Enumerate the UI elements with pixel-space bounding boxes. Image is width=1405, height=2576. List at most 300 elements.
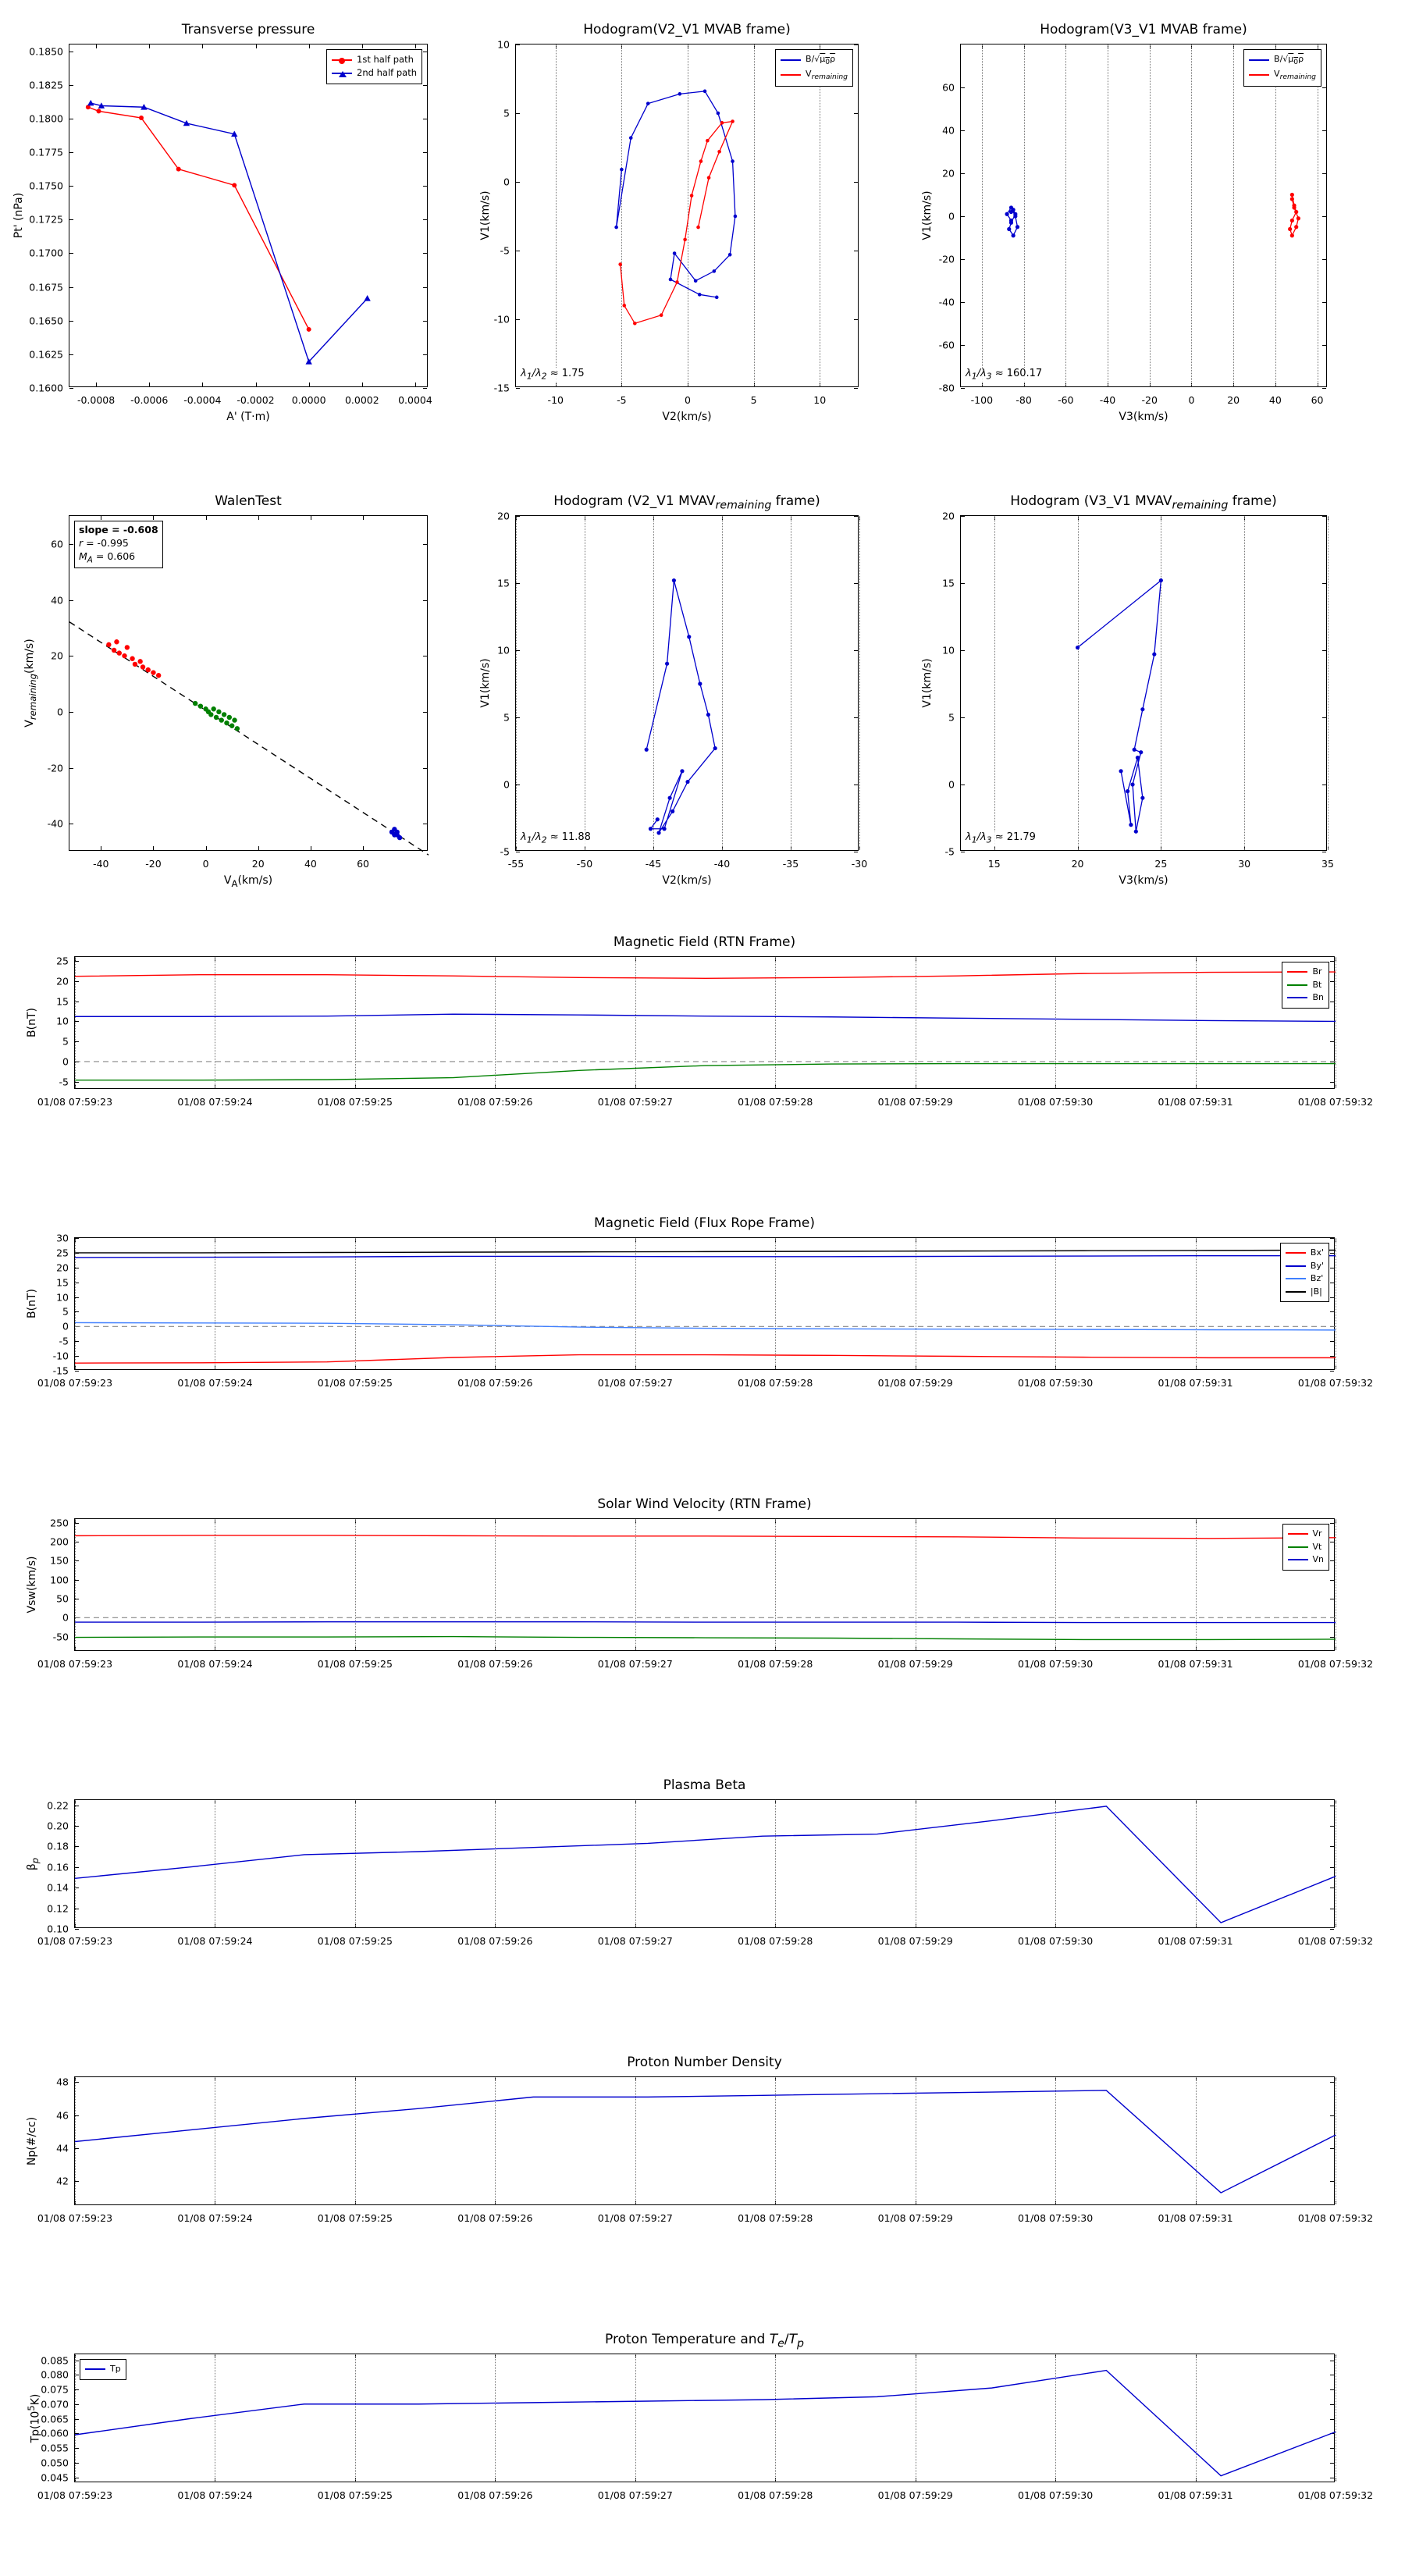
data-point bbox=[703, 90, 707, 94]
y-tick-label: 0 bbox=[57, 706, 63, 718]
data-line bbox=[621, 122, 733, 324]
data-point bbox=[673, 251, 677, 255]
data-point bbox=[96, 109, 101, 113]
y-tick-label: 10 bbox=[56, 1015, 69, 1027]
legend-marker-icon bbox=[339, 58, 345, 64]
legend-item bbox=[1287, 991, 1324, 1005]
legend bbox=[326, 49, 422, 84]
hodogram-v3v1-mvab-axes bbox=[938, 44, 1327, 406]
x-tick-label: -45 bbox=[645, 858, 662, 870]
hodogram-v3v1-mvav-axes bbox=[942, 510, 1334, 870]
solar-wind-velocity-title: Solar Wind Velocity (RTN Frame) bbox=[597, 1496, 812, 1512]
legend-item bbox=[85, 2363, 121, 2376]
data-point bbox=[698, 293, 702, 297]
data-point bbox=[715, 296, 719, 300]
data-point bbox=[1007, 227, 1011, 231]
x-tick-label: -0.0004 bbox=[183, 394, 222, 406]
legend-item bbox=[1249, 53, 1316, 68]
plasma-beta-axes bbox=[37, 1799, 1374, 1947]
y-tick-label: 50 bbox=[56, 1592, 69, 1605]
x-tick-label: 01/08 07:59:25 bbox=[317, 1377, 393, 1389]
y-axis-label: $\beta_p$ bbox=[26, 1857, 41, 1870]
y-tick-label: 15 bbox=[942, 577, 955, 589]
y-tick-label: -60 bbox=[938, 339, 955, 351]
y-tick-label: 0 bbox=[503, 176, 510, 188]
hodogram-v2v1-mvav-title: Hodogram (V2_V1 $MVAV_{remaining}$ frame) bbox=[553, 493, 820, 512]
x-tick-label: -5 bbox=[617, 394, 627, 406]
legend bbox=[80, 2359, 126, 2380]
data-point bbox=[307, 327, 311, 332]
y-tick-label: 0.085 bbox=[41, 2354, 69, 2366]
data-point bbox=[229, 724, 234, 728]
y-tick-label: 0.1800 bbox=[29, 112, 63, 125]
y-tick-label: 44 bbox=[56, 2142, 69, 2154]
x-tick-label: 01/08 07:59:31 bbox=[1158, 2489, 1233, 2501]
data-point bbox=[656, 817, 660, 821]
legend-swatch-icon bbox=[1286, 1252, 1306, 1254]
data-point bbox=[222, 712, 226, 717]
data-point bbox=[699, 159, 703, 163]
data-point bbox=[665, 662, 669, 666]
x-tick-label: 20 bbox=[1071, 858, 1084, 870]
data-point bbox=[669, 278, 673, 282]
x-tick-label: -10 bbox=[547, 394, 564, 406]
data-point bbox=[1139, 750, 1143, 754]
y-tick-label: 25 bbox=[56, 1247, 69, 1259]
y-tick-label: -5 bbox=[59, 1335, 69, 1347]
data-point bbox=[698, 681, 702, 685]
y-tick-label: 0.1675 bbox=[29, 281, 63, 294]
data-point bbox=[227, 715, 232, 720]
legend-label: |B| bbox=[1310, 1286, 1322, 1297]
data-line bbox=[75, 1535, 1336, 1539]
x-tick-label: 01/08 07:59:30 bbox=[1018, 1658, 1094, 1670]
walen-fit-stats bbox=[74, 521, 163, 568]
data-line bbox=[75, 1355, 1336, 1364]
y-tick-label: -20 bbox=[938, 253, 955, 265]
y-tick-label: 200 bbox=[50, 1535, 69, 1548]
x-tick-label: 01/08 07:59:27 bbox=[597, 1935, 673, 1947]
x-tick-label: 15 bbox=[987, 858, 1001, 870]
legend-swatch-icon bbox=[1287, 984, 1307, 986]
magnetic-field-rtn-title: Magnetic Field (RTN Frame) bbox=[613, 934, 796, 950]
y-tickmark bbox=[423, 388, 427, 389]
y-tick-label: -15 bbox=[52, 1364, 69, 1377]
y-tick-label: 20 bbox=[942, 510, 955, 522]
legend-label: Bn bbox=[1312, 992, 1324, 1002]
data-point bbox=[395, 832, 400, 837]
data-point bbox=[690, 194, 694, 197]
x-tick-label: 01/08 07:59:29 bbox=[877, 1377, 953, 1389]
y-axis-label: Vsw(km/s) bbox=[26, 1556, 38, 1614]
proton-temperature-panel bbox=[26, 2327, 1374, 2518]
hodogram-v2v1-mvab-title: Hodogram(V2_V1 MVAB frame) bbox=[583, 22, 791, 37]
x-tick-label: -20 bbox=[145, 858, 162, 870]
plot-data-layer bbox=[516, 516, 859, 852]
data-point bbox=[1290, 233, 1294, 237]
data-line bbox=[646, 581, 715, 833]
x-tick-label: 10 bbox=[813, 394, 827, 406]
x-tick-label: 01/08 07:59:25 bbox=[317, 1658, 393, 1670]
y-tick-label: -5 bbox=[944, 845, 955, 858]
data-point bbox=[687, 635, 691, 639]
x-axis-label: V3(km/s) bbox=[1119, 411, 1168, 423]
legend-label: Bt bbox=[1312, 979, 1322, 990]
walen-test-title: WalenTest bbox=[215, 493, 282, 509]
data-line bbox=[75, 1622, 1336, 1623]
gridline bbox=[859, 516, 860, 850]
walen-r: r = -0.995 bbox=[79, 536, 129, 549]
data-point bbox=[122, 653, 126, 658]
y-tick-label: 20 bbox=[56, 975, 69, 987]
magnetic-field-fluxrope-axes bbox=[37, 1232, 1374, 1389]
y-tick-label: 15 bbox=[56, 995, 69, 1008]
y-tick-label: 0.1600 bbox=[29, 382, 63, 394]
x-tick-label: 60 bbox=[1311, 394, 1324, 406]
y-tick-label: 0.1625 bbox=[29, 348, 63, 361]
data-point bbox=[1013, 214, 1017, 218]
legend-item bbox=[332, 66, 417, 80]
data-point bbox=[620, 168, 624, 172]
y-tick-label: 0.22 bbox=[47, 1799, 69, 1812]
legend-item bbox=[1249, 68, 1316, 83]
data-point bbox=[670, 809, 674, 813]
x-tick-label: 01/08 07:59:29 bbox=[877, 1096, 953, 1108]
x-axis-label: $V_A(km/s)$ bbox=[223, 874, 273, 889]
y-tick-label: -10 bbox=[493, 313, 510, 326]
data-point bbox=[672, 578, 676, 582]
x-tick-label: 01/08 07:59:31 bbox=[1158, 1377, 1233, 1389]
data-point bbox=[656, 831, 660, 834]
x-tick-label: 01/08 07:59:26 bbox=[457, 2489, 533, 2501]
data-point bbox=[685, 780, 689, 784]
y-tick-label: 0 bbox=[948, 210, 955, 222]
y-axis-label: Pt' (nPa) bbox=[12, 192, 25, 239]
y-tick-label: 0 bbox=[62, 1611, 69, 1624]
x-tick-label: 01/08 07:59:29 bbox=[877, 1935, 953, 1947]
x-tick-label: 01/08 07:59:24 bbox=[177, 1935, 253, 1947]
legend-swatch-icon bbox=[85, 2368, 105, 2370]
legend bbox=[775, 49, 853, 87]
y-tickmark bbox=[75, 1929, 79, 1930]
y-tick-label: 60 bbox=[942, 81, 955, 94]
legend-label: Tp bbox=[110, 2364, 121, 2374]
y-tick-label: 0.18 bbox=[47, 1840, 69, 1852]
data-point bbox=[1129, 823, 1133, 827]
y-tick-label: 25 bbox=[56, 955, 69, 967]
data-point bbox=[232, 717, 237, 722]
y-tick-label: 250 bbox=[50, 1517, 69, 1529]
y-tick-label: -5 bbox=[59, 1076, 69, 1088]
data-point bbox=[117, 650, 122, 655]
x-tick-label: 40 bbox=[1268, 394, 1282, 406]
y-tick-label: 0.065 bbox=[41, 2413, 69, 2425]
x-tick-label: 0.0000 bbox=[291, 394, 326, 406]
hodogram-v3v1-mvav-title: Hodogram (V3_V1 $MVAV_{remaining}$ frame) bbox=[1010, 493, 1277, 512]
y-tick-label: 10 bbox=[497, 38, 510, 51]
y-tick-label: 0.10 bbox=[47, 1923, 69, 1935]
legend-swatch-icon bbox=[1287, 997, 1307, 998]
plot-data-layer bbox=[75, 957, 1336, 1090]
data-point bbox=[1290, 193, 1294, 197]
data-point bbox=[675, 280, 679, 284]
x-tick-label: 01/08 07:59:32 bbox=[1297, 2212, 1374, 2224]
y-axis-label: B(nT) bbox=[26, 1008, 38, 1037]
legend-swatch-icon bbox=[1249, 74, 1269, 76]
legend-item bbox=[332, 53, 417, 66]
y-tick-label: 0 bbox=[503, 778, 510, 791]
x-tick-label: 01/08 07:59:31 bbox=[1158, 1935, 1233, 1947]
data-point bbox=[1152, 653, 1156, 656]
y-axis-label: B(nT) bbox=[26, 1289, 38, 1318]
y-tick-label: 0 bbox=[62, 1055, 69, 1068]
legend-label: Bz' bbox=[1310, 1273, 1324, 1283]
x-tick-label: 01/08 07:59:32 bbox=[1297, 1377, 1374, 1389]
y-tick-label: 100 bbox=[50, 1574, 69, 1586]
y-tick-label: 5 bbox=[62, 1305, 69, 1318]
y-tick-label: 0.12 bbox=[47, 1902, 69, 1915]
x-tick-label: 01/08 07:59:32 bbox=[1297, 1935, 1374, 1947]
data-point bbox=[1292, 205, 1296, 209]
plot-data-layer bbox=[961, 44, 1328, 388]
y-tick-label: 20 bbox=[56, 1261, 69, 1274]
y-tickmark bbox=[75, 1371, 79, 1372]
x-tick-label: 01/08 07:59:24 bbox=[177, 1658, 253, 1670]
y-tickmark bbox=[1322, 388, 1326, 389]
x-tick-label: 40 bbox=[304, 858, 317, 870]
x-tick-label: 0.0004 bbox=[398, 394, 432, 406]
legend-item bbox=[781, 68, 848, 83]
data-point bbox=[706, 713, 710, 717]
x-tick-label: 01/08 07:59:28 bbox=[738, 2489, 813, 2501]
data-point bbox=[130, 656, 134, 661]
data-point bbox=[216, 710, 221, 714]
legend-label: $B/√\mu_0\rho$ bbox=[1274, 54, 1304, 67]
x-tick-label: 01/08 07:59:28 bbox=[738, 1935, 813, 1947]
magnetic-field-fluxrope-title: Magnetic Field (Flux Rope Frame) bbox=[594, 1215, 815, 1231]
data-point bbox=[646, 101, 650, 105]
y-tickmark bbox=[854, 388, 858, 389]
hodogram-v2v1-mvav-axes bbox=[497, 510, 868, 870]
x-tick-label: 01/08 07:59:30 bbox=[1018, 2489, 1094, 2501]
legend-item bbox=[1286, 1247, 1324, 1260]
data-line bbox=[75, 1806, 1336, 1923]
walen-ma: $M_A = 0.606$ bbox=[79, 550, 136, 565]
y-tick-label: -50 bbox=[52, 1631, 69, 1643]
data-point bbox=[114, 639, 119, 644]
plot-data-layer bbox=[75, 2077, 1336, 2206]
plasma-beta-panel bbox=[26, 1773, 1374, 1964]
data-point bbox=[146, 667, 151, 672]
legend-swatch-icon bbox=[332, 59, 352, 61]
data-point bbox=[1294, 210, 1298, 214]
data-point bbox=[235, 726, 240, 731]
legend-swatch-icon bbox=[1288, 1533, 1308, 1535]
x-tick-label: 01/08 07:59:27 bbox=[597, 2489, 673, 2501]
data-point bbox=[668, 796, 672, 800]
data-line bbox=[75, 2090, 1336, 2193]
y-tick-label: -80 bbox=[938, 382, 955, 394]
plot-data-layer bbox=[75, 2354, 1336, 2483]
data-line bbox=[88, 107, 309, 329]
y-tick-label: 0.045 bbox=[41, 2471, 69, 2483]
y-tick-label: -10 bbox=[52, 1350, 69, 1362]
data-point bbox=[1009, 219, 1013, 222]
data-point bbox=[139, 116, 144, 120]
x-tick-label: 01/08 07:59:23 bbox=[37, 2489, 113, 2501]
y-tick-label: 30 bbox=[56, 1232, 69, 1244]
data-point bbox=[133, 662, 137, 667]
y-tick-label: 0.060 bbox=[41, 2427, 69, 2439]
legend-label: 1st half path bbox=[357, 54, 414, 65]
legend-swatch-icon bbox=[1288, 1559, 1308, 1560]
legend-swatch-icon bbox=[1286, 1265, 1306, 1267]
data-point bbox=[1016, 225, 1019, 229]
data-point bbox=[720, 121, 724, 125]
x-tick-label: 01/08 07:59:30 bbox=[1018, 1377, 1094, 1389]
x-tick-label: -55 bbox=[507, 858, 525, 870]
x-tick-label: 60 bbox=[357, 858, 369, 870]
transverse-pressure-axes bbox=[29, 44, 432, 406]
legend-label: Br bbox=[1312, 966, 1322, 977]
eigenvalue-ratio-annotation: $\lambda_1/\lambda_3 \approx 21.79$ bbox=[966, 831, 1036, 845]
data-point bbox=[1297, 216, 1300, 220]
data-point bbox=[106, 642, 111, 647]
hodogram-v2v1-mvab-axes bbox=[493, 38, 859, 406]
plot-data-layer bbox=[75, 1800, 1336, 1929]
x-tick-label: -20 bbox=[1141, 394, 1158, 406]
x-tick-label: 5 bbox=[750, 394, 757, 406]
data-point bbox=[614, 226, 618, 229]
data-point bbox=[1288, 227, 1292, 231]
x-tick-label: 01/08 07:59:29 bbox=[877, 1658, 953, 1670]
data-line bbox=[75, 1637, 1336, 1640]
legend-item bbox=[1286, 1260, 1324, 1273]
x-tick-label: 01/08 07:59:32 bbox=[1297, 1658, 1374, 1670]
y-tick-label: 0 bbox=[62, 1320, 69, 1332]
data-point bbox=[208, 712, 213, 717]
x-tick-label: 01/08 07:59:23 bbox=[37, 2212, 113, 2224]
data-point bbox=[211, 706, 215, 711]
legend-swatch-icon bbox=[1288, 1546, 1308, 1548]
x-tick-label: 01/08 07:59:27 bbox=[597, 1377, 673, 1389]
x-tick-label: 01/08 07:59:25 bbox=[317, 1935, 393, 1947]
x-axis-label: V3(km/s) bbox=[1119, 874, 1168, 887]
magnetic-field-rtn-axes bbox=[37, 955, 1374, 1108]
eigenvalue-ratio-annotation: $\lambda_1/\lambda_2 \approx 1.75$ bbox=[521, 368, 585, 382]
y-axis-label: $Tp(10^5K)$ bbox=[26, 2393, 42, 2443]
x-tick-label: 30 bbox=[1238, 858, 1251, 870]
plot-data-layer bbox=[69, 44, 429, 388]
legend-swatch-icon bbox=[1249, 59, 1269, 61]
data-point bbox=[140, 664, 145, 669]
hodogram-v2v1-mvav-panel bbox=[479, 489, 868, 887]
y-tick-label: 0.1750 bbox=[29, 180, 63, 192]
data-point bbox=[1005, 212, 1008, 216]
data-point bbox=[156, 673, 161, 678]
y-tick-label: 20 bbox=[942, 167, 955, 180]
x-tick-label: -0.0008 bbox=[76, 394, 116, 406]
y-tick-label: 42 bbox=[56, 2175, 69, 2187]
y-tick-label: 0.20 bbox=[47, 1820, 69, 1832]
data-point bbox=[706, 139, 710, 143]
solar-wind-velocity-panel bbox=[26, 1492, 1374, 1687]
data-point bbox=[683, 238, 687, 242]
x-tick-label: 01/08 07:59:27 bbox=[597, 1658, 673, 1670]
data-line bbox=[75, 2371, 1336, 2476]
x-tick-label: -40 bbox=[1099, 394, 1116, 406]
x-axis-label: V2(km/s) bbox=[662, 411, 712, 423]
y-tick-label: 0.1825 bbox=[29, 79, 63, 91]
x-tick-label: 20 bbox=[1227, 394, 1240, 406]
data-point bbox=[224, 720, 229, 725]
y-tickmark bbox=[961, 388, 965, 389]
y-tick-label: -5 bbox=[500, 845, 510, 858]
hodogram-v3v1-mvav-panel bbox=[921, 489, 1334, 887]
data-line bbox=[75, 1064, 1336, 1080]
y-tick-label: 10 bbox=[56, 1291, 69, 1304]
data-point bbox=[1126, 789, 1129, 793]
legend-swatch-icon bbox=[332, 73, 352, 74]
data-point bbox=[1134, 830, 1138, 834]
proton-number-density-panel bbox=[26, 2050, 1374, 2241]
x-tick-label: 01/08 07:59:26 bbox=[457, 1935, 533, 1947]
x-tick-label: 01/08 07:59:30 bbox=[1018, 1096, 1094, 1108]
data-point bbox=[1290, 197, 1294, 201]
x-tick-label: 01/08 07:59:24 bbox=[177, 1096, 253, 1108]
data-point bbox=[137, 659, 142, 664]
hodogram-v2v1-mvab-panel bbox=[479, 17, 859, 423]
x-tick-label: -40 bbox=[93, 858, 109, 870]
y-tick-label: 0.070 bbox=[41, 2398, 69, 2411]
legend-item bbox=[1287, 979, 1324, 992]
y-tick-label: 5 bbox=[62, 1035, 69, 1048]
data-point bbox=[731, 119, 735, 123]
x-tick-label: 01/08 07:59:30 bbox=[1018, 2212, 1094, 2224]
y-tick-label: 46 bbox=[56, 2109, 69, 2122]
x-tick-label: 0.0002 bbox=[344, 394, 379, 406]
transverse-pressure-panel bbox=[12, 17, 432, 423]
plot-data-layer bbox=[75, 1519, 1336, 1652]
y-axis-label: V1(km/s) bbox=[921, 658, 934, 708]
y-axis-label: V1(km/s) bbox=[921, 190, 934, 240]
legend-item bbox=[1288, 1541, 1325, 1554]
legend-swatch-icon bbox=[1287, 971, 1307, 973]
data-point bbox=[151, 670, 155, 674]
data-point bbox=[717, 150, 721, 154]
y-tick-label: 0 bbox=[948, 778, 955, 791]
y-tick-label: 0.1700 bbox=[29, 247, 63, 259]
data-point bbox=[734, 215, 738, 219]
data-line bbox=[75, 1250, 1336, 1252]
data-point bbox=[694, 279, 698, 283]
legend bbox=[1243, 49, 1321, 87]
x-axis-label: V2(km/s) bbox=[662, 874, 712, 887]
legend-label: $B/√\mu_0\rho$ bbox=[806, 54, 836, 67]
legend-swatch-icon bbox=[1286, 1291, 1306, 1293]
x-tick-label: 01/08 07:59:23 bbox=[37, 1658, 113, 1670]
x-tick-label: 0 bbox=[1188, 394, 1195, 406]
data-point bbox=[1136, 756, 1140, 760]
gridline bbox=[1328, 516, 1329, 850]
data-point bbox=[392, 827, 397, 831]
data-point bbox=[1133, 748, 1136, 752]
data-line bbox=[75, 972, 1336, 978]
plot-data-layer bbox=[75, 1238, 1336, 1371]
x-tick-label: 01/08 07:59:24 bbox=[177, 2212, 253, 2224]
data-point bbox=[728, 253, 732, 257]
y-axis-label: V1(km/s) bbox=[479, 658, 492, 708]
